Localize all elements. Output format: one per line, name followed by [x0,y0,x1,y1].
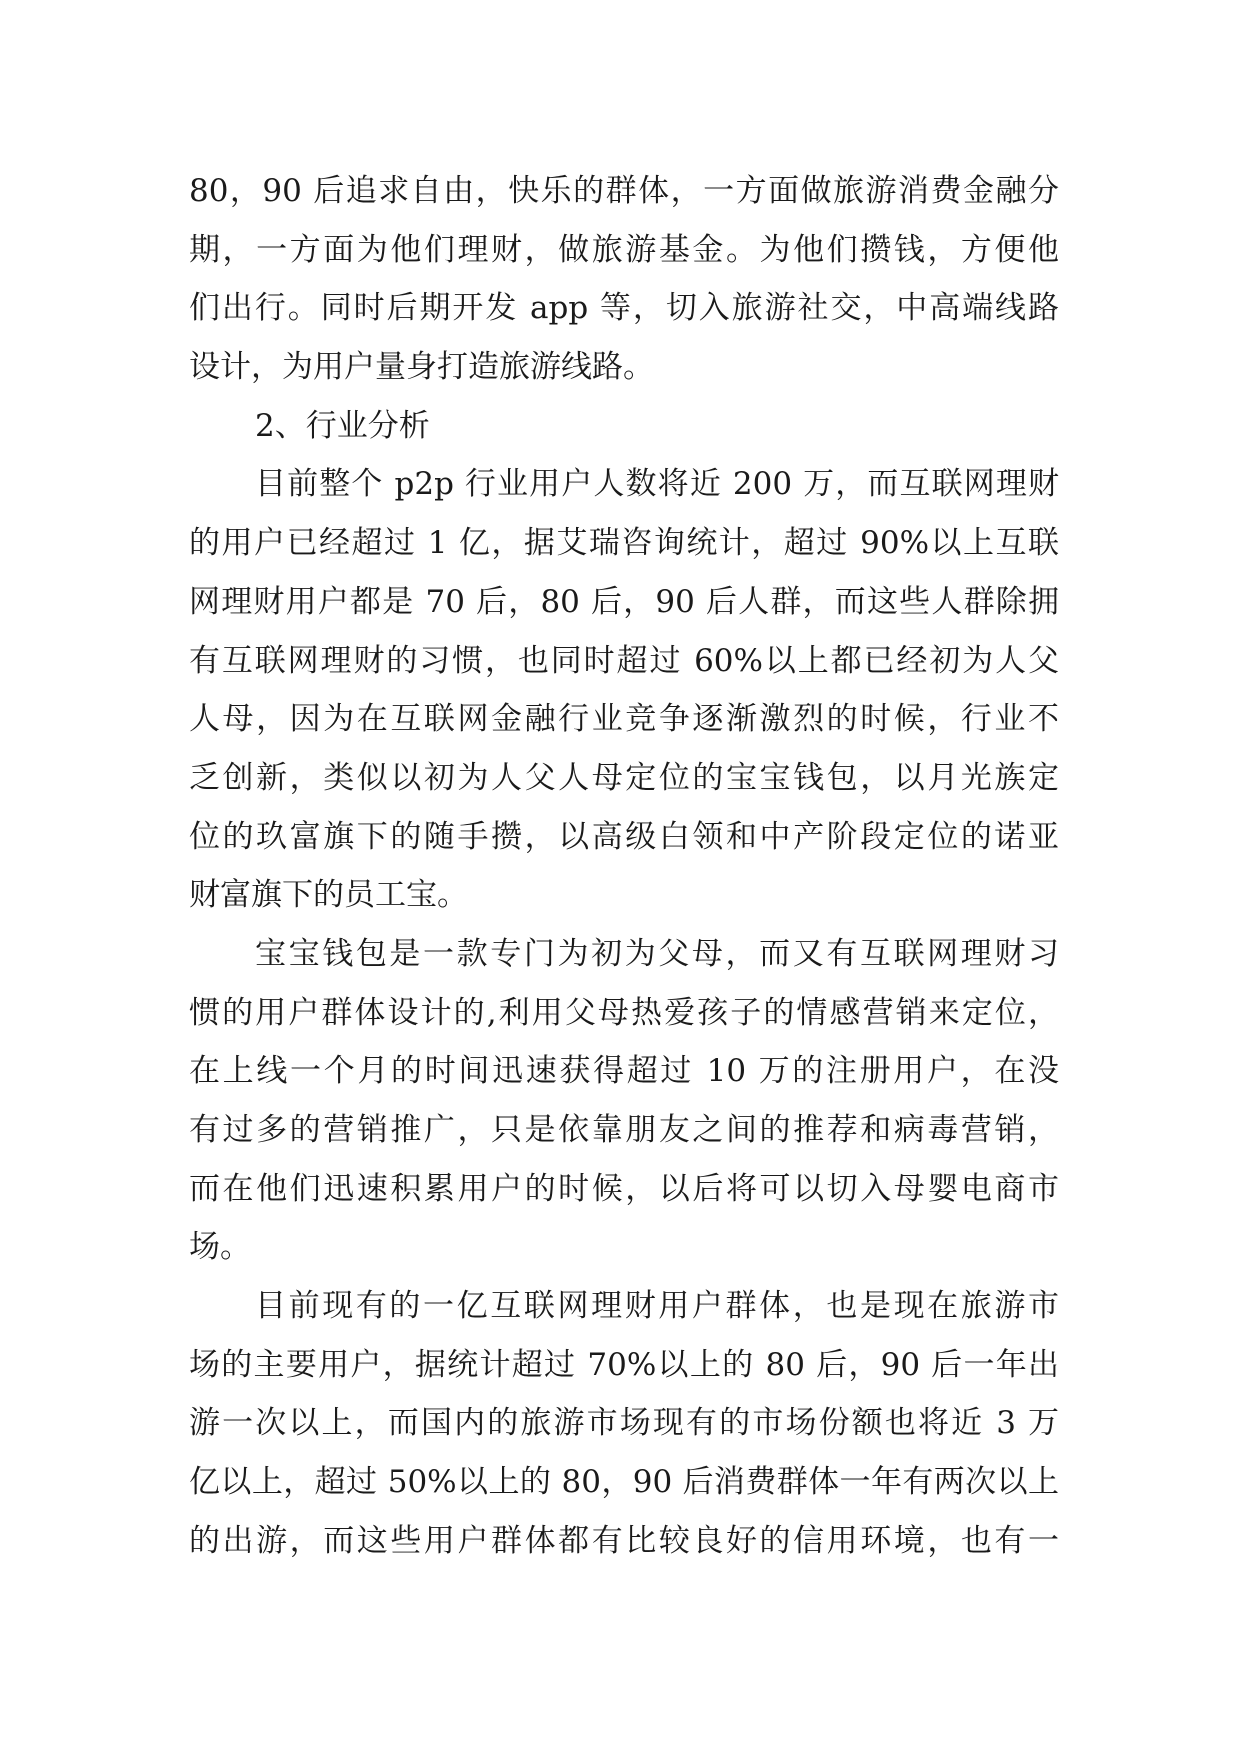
text-line: 们出行。同时后期开发 app 等，切入旅游社交，中高端线路 [189,290,1059,327]
text-line: 网理财用户都是 70 后，80 后，90 后人群，而这些人群除拥 [189,583,1059,620]
text-line: 乏创新，类似以初为人父人母定位的宝宝钱包，以月光族定 [189,759,1059,796]
text-line: 期，一方面为他们理财，做旅游基金。为他们攒钱，方便他 [189,231,1059,268]
paragraph-3 [189,925,1059,1277]
text-line: 目前现有的一亿互联网理财用户群体，也是现在旅游市 [255,1288,1059,1325]
text-line: 目前整个 p2p 行业用户人数将近 200 万，而互联网理财 [255,466,1059,503]
document-body [189,162,1059,1571]
heading-text: 2、行业分析 [255,407,430,444]
paragraph-2 [189,455,1059,925]
text-line: 的出游，而这些用户群体都有比较良好的信用环境，也有一 [189,1522,1059,1559]
text-line: 场。 [189,1229,251,1266]
text-line: 的用户已经超过 1 亿，据艾瑞咨询统计，超过 90%以上互联 [189,525,1059,562]
paragraph-1 [189,162,1059,397]
text-line: 游一次以上，而国内的旅游市场现有的市场份额也将近 3 万 [189,1405,1059,1442]
text-line: 80，90 后追求自由，快乐的群体，一方面做旅游消费金融分 [189,173,1059,209]
text-line: 有过多的营销推广，只是依靠朋友之间的推荐和病毒营销， [189,1112,1059,1148]
paragraph-4 [189,1277,1059,1570]
text-line: 而在他们迅速积累用户的时候，以后将可以切入母婴电商市 [189,1170,1059,1207]
text-line: 设计，为用户量身打造旅游线路。 [189,349,654,386]
text-line: 场的主要用户，据统计超过 70%以上的 80 后，90 后一年出 [189,1346,1059,1383]
text-line: 人母，因为在互联网金融行业竞争逐渐激烈的时候，行业不 [189,701,1059,738]
text-line: 有互联网理财的习惯，也同时超过 60%以上都已经初为人父 [189,642,1059,679]
text-line: 惯的用户群体设计的,利用父母热爱孩子的情感营销来定位， [189,994,1059,1031]
section-heading [189,397,1059,456]
text-line: 在上线一个月的时间迅速获得超过 10 万的注册用户，在没 [189,1053,1059,1090]
text-line: 亿以上，超过 50%以上的 80，90 后消费群体一年有两次以上 [189,1464,1059,1501]
text-line: 财富旗下的员工宝。 [189,877,468,914]
text-line: 宝宝钱包是一款专门为初为父母，而又有互联网理财习 [255,935,1059,972]
text-line: 位的玖富旗下的随手攒，以高级白领和中产阶段定位的诺亚 [189,818,1059,855]
